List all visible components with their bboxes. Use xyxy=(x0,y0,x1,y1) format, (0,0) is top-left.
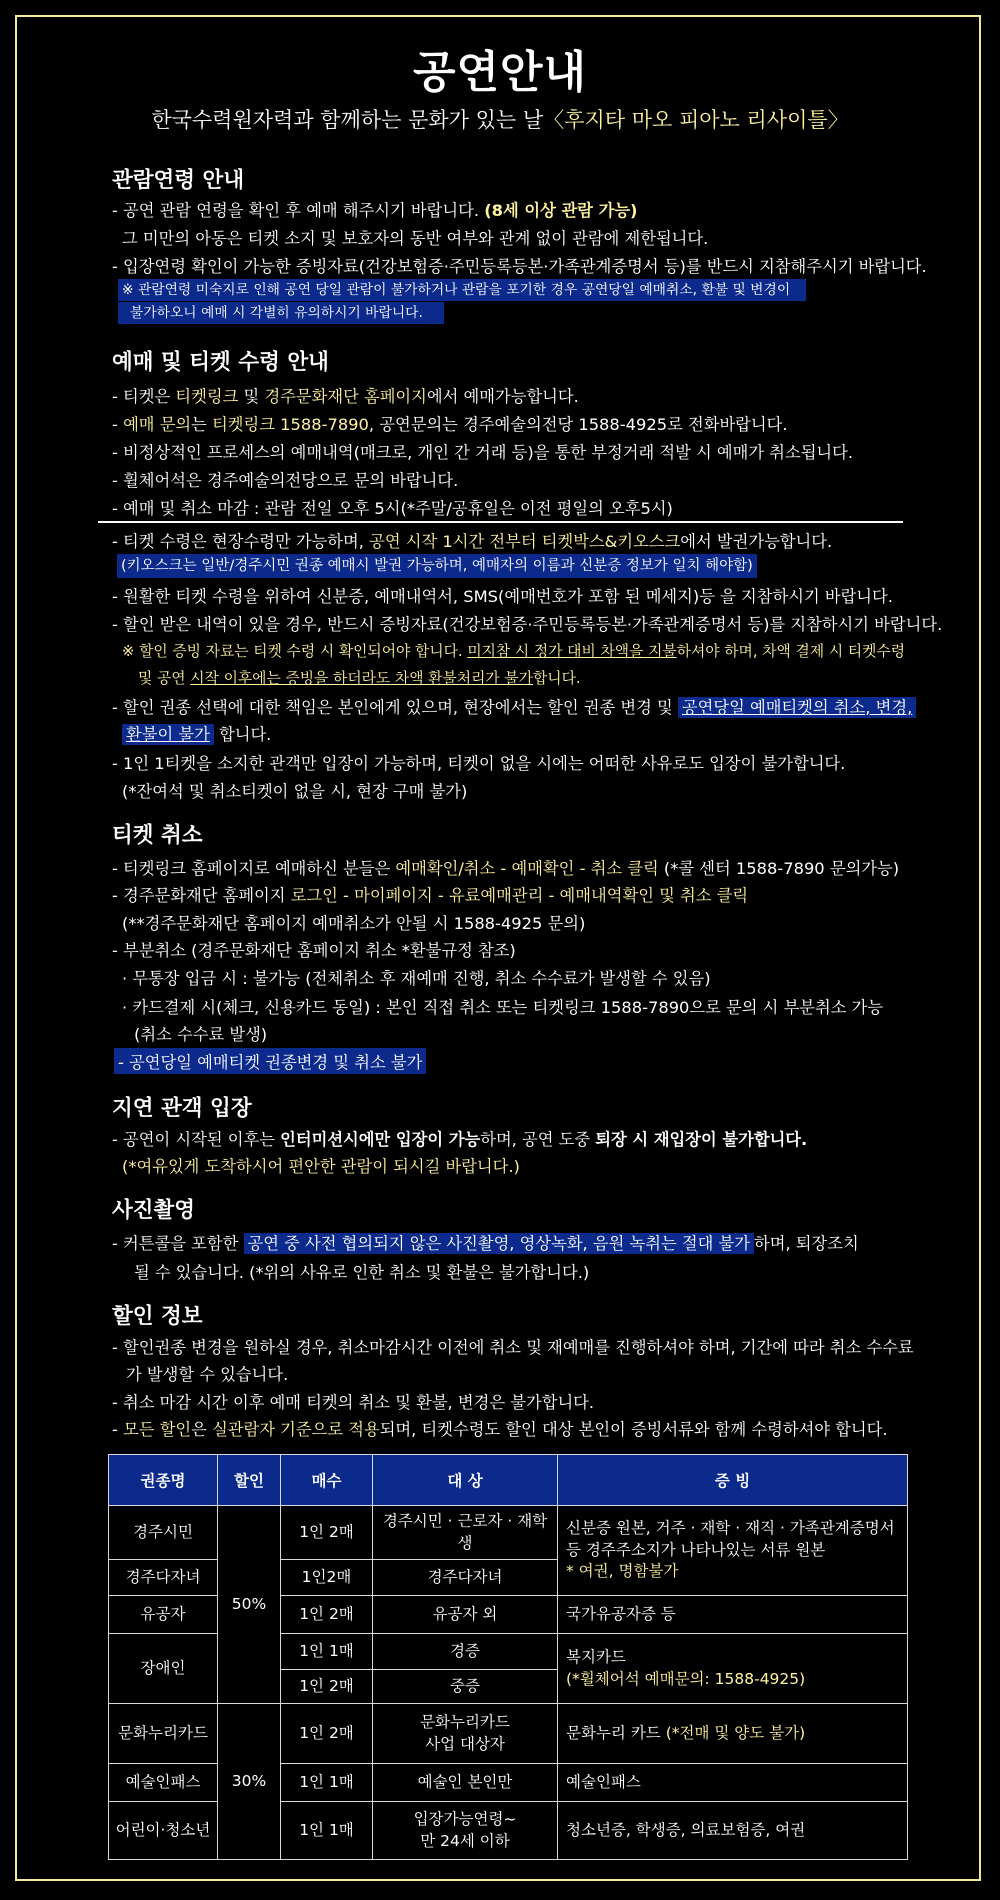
age-line-1: - 공연 관람 연령을 확인 후 예매 해주시기 바랍니다. (8세 이상 관람 가능) xyxy=(112,201,638,220)
cell-qty: 1인 1매 xyxy=(281,1634,373,1670)
cell-name: 경주시민 xyxy=(109,1506,218,1560)
cell-qty: 1인 1매 xyxy=(281,1764,373,1802)
booking-line-2: - 예매 문의는 티켓링크 1588-7890, 공연문의는 경주예술의전당 1588-4925로 전화바랍니다. xyxy=(112,415,788,434)
cell-name: 문화누리카드 xyxy=(109,1704,218,1764)
cell-target: 중증 xyxy=(373,1670,558,1704)
booking-line-10: - 할인 권종 선택에 대한 책임은 본인에게 있으며, 현장에서는 할인 권종 변경 및 공연당일 예매티켓의 취소, 변경, xyxy=(112,694,916,718)
age-note-2: 불가하오니 예매 시 각별히 유의하시기 바랍니다. xyxy=(118,302,444,324)
cell-target: 경증 xyxy=(373,1634,558,1670)
late-line-1: - 공연이 시작된 이후는 인터미션시에만 입장이 가능하며, 공연 도중 퇴장 시 재입장이 불가합니다. xyxy=(112,1130,808,1149)
photo-line-2: 될 수 있습니다. (*위의 사유로 인한 취소 및 환불은 불가합니다.) xyxy=(134,1263,590,1282)
cell-proof: 문화누리 카드 (*전매 및 양도 불가) xyxy=(558,1704,908,1764)
header-target: 대 상 xyxy=(373,1455,558,1506)
section-divider xyxy=(98,521,903,523)
page-subtitle: 한국수력원자력과 함께하는 문화가 있는 날〈후지타 마오 피아노 리사이틀〉 xyxy=(151,108,849,132)
page-title: 공연안내 xyxy=(412,47,587,98)
cell-target: 경주다자녀 xyxy=(373,1560,558,1596)
discount-line-4: - 모든 할인은 실관람자 기준으로 적용되며, 티켓수령도 할인 대상 본인이 증빙서류와 함께 수령하셔야 합니다. xyxy=(112,1420,888,1439)
cancel-line-1: - 티켓링크 홈페이지로 예매하신 분들은 예매확인/취소 - 예매확인 - 취소 클릭 (*콜 센터 1588-7890 문의가능) xyxy=(112,859,900,878)
booking-line-1: - 티켓은 티켓링크 및 경주문화재단 홈페이지에서 예매가능합니다. xyxy=(112,387,579,406)
booking-line-7: (키오스크는 일반/경주시민 권종 예매시 발권 가능하며, 예매자의 이름과 신분증 정보가 일치 해야함) xyxy=(117,554,757,578)
discount-table xyxy=(108,1454,908,1860)
cell-proof: 국가유공자증 등 xyxy=(558,1596,908,1634)
cell-target: 입장가능연령~ 만 24세 이하 xyxy=(373,1802,558,1860)
booking-line-3: - 비정상적인 프로세스의 예매내역(매크로, 개인 간 거래 등)을 통한 부정거래 적발 시 예매가 취소됩니다. xyxy=(112,443,854,462)
photo-heading: 사진촬영 xyxy=(112,1198,196,1223)
cell-qty: 1인 2매 xyxy=(281,1506,373,1560)
cancel-line-6: · 카드결제 시(체크, 신용카드 동일) : 본인 직접 취소 또는 티켓링크 1588-7890으로 문의 시 부분취소 가능 xyxy=(122,998,884,1017)
booking-line-9: - 할인 받은 내역이 있을 경우, 반드시 증빙자료(건강보험증·주민등록등본·가족관계증명서 등)를 지참하시기 바랍니다. xyxy=(112,615,943,634)
cell-qty: 1인2매 xyxy=(281,1560,373,1596)
cancel-line-3: (**경주문화재단 홈페이지 예매취소가 안될 시 1588-4925 문의) xyxy=(122,914,586,933)
cell-name: 어린이·청소년 xyxy=(109,1802,218,1860)
booking-line-4: - 휠체어석은 경주예술의전당으로 문의 바랍니다. xyxy=(112,471,459,490)
cell-proof: 청소년증, 학생증, 의료보험증, 여권 xyxy=(558,1802,908,1860)
cell-qty: 1인 2매 xyxy=(281,1670,373,1704)
cell-discount-50: 50% xyxy=(218,1506,281,1704)
cell-qty: 1인 2매 xyxy=(281,1704,373,1764)
cell-target: 경주시민 · 근로자 · 재학생 xyxy=(373,1506,558,1560)
booking-note-2: 및 공연 시작 이후에는 증빙을 하더라도 차액 환불처리가 불가합니다. xyxy=(138,670,581,687)
age-line-2: 그 미만의 아동은 티켓 소지 및 보호자의 동반 여부와 관계 없이 관람에 제한됩니다. xyxy=(122,229,709,248)
cell-target: 유공자 외 xyxy=(373,1596,558,1634)
age-note-1: ※ 관람연령 미숙지로 인해 공연 당일 관람이 불가하거나 관람을 포기한 경우 공연당일 예매취소, 환불 및 변경이 xyxy=(118,279,806,301)
discount-heading: 할인 정보 xyxy=(112,1304,203,1329)
cancel-heading: 티켓 취소 xyxy=(112,823,203,848)
age-line-3: - 입장연령 확인이 가능한 증빙자료(건강보험증·주민등록등본·가족관계증명서 등)를 반드시 지참해주시기 바랍니다. xyxy=(112,257,927,276)
header-proof: 증 빙 xyxy=(558,1455,908,1506)
cancel-line-8: - 공연당일 예매티켓 권종변경 및 취소 불가 xyxy=(114,1048,426,1074)
photo-line-1: - 커튼콜을 포함한 공연 중 사전 협의되지 않은 사진촬영, 영상녹화, 음원 녹취는 절대 불가 하며, 퇴장조치 xyxy=(112,1234,859,1253)
booking-line-5: - 예매 및 취소 마감 : 관람 전일 오후 5시(*주말/공휴일은 이전 평일의 오후5시) xyxy=(112,499,673,518)
cell-qty: 1인 2매 xyxy=(281,1596,373,1634)
late-line-2: (*여유있게 도착하시어 편안한 관람이 되시길 바랍니다.) xyxy=(122,1157,520,1176)
cell-name: 장애인 xyxy=(109,1634,218,1704)
discount-line-3: - 취소 마감 시간 이후 예매 티켓의 취소 및 환불, 변경은 불가합니다. xyxy=(112,1393,595,1412)
cancel-line-5: · 무통장 입금 시 : 불가능 (전체취소 후 재예매 진행, 취소 수수료가 발생할 수 있음) xyxy=(122,969,711,988)
table-header-row xyxy=(109,1455,908,1506)
booking-note-1: ※ 할인 증빙 자료는 티켓 수령 시 확인되어야 합니다. 미지참 시 정가 대비 차액을 지불하셔야 하며, 차액 결제 시 티켓수령 xyxy=(122,643,905,660)
cell-discount-30: 30% xyxy=(218,1704,281,1860)
table-row xyxy=(109,1506,908,1560)
discount-line-2: 가 발생할 수 있습니다. xyxy=(126,1365,289,1384)
cancel-line-7: (취소 수수료 발생) xyxy=(134,1025,268,1044)
cell-proof: 신분증 원본, 거주 · 재학 · 재직 · 가족관계증명서 등 경주주소지가 나타나있는 서류 원본 * 여권, 명함불가 xyxy=(558,1506,908,1596)
cell-proof: 예술인패스 xyxy=(558,1764,908,1802)
cell-qty: 1인 1매 xyxy=(281,1802,373,1860)
cell-name: 예술인패스 xyxy=(109,1764,218,1802)
booking-line-13: (*잔여석 및 취소티켓이 없을 시, 현장 구매 불가) xyxy=(122,782,468,801)
cancel-line-2: - 경주문화재단 홈페이지 로그인 - 마이페이지 - 유료예매관리 - 예매내역확인 및 취소 클릭 xyxy=(112,886,749,905)
cell-proof: 복지카드 (*휠체어석 예매문의: 1588-4925) xyxy=(558,1634,908,1704)
table-row xyxy=(109,1704,908,1764)
discount-line-1: - 할인권종 변경을 원하실 경우, 취소마감시간 이전에 취소 및 재예매를 진행하셔야 하며, 기간에 따라 취소 수수료 xyxy=(112,1338,914,1357)
header-quantity: 매수 xyxy=(281,1455,373,1506)
header-discount: 할인 xyxy=(218,1455,281,1506)
booking-line-6: - 티켓 수령은 현장수령만 가능하며, 공연 시작 1시간 전부터 티켓박스&키오스크에서 발권가능합니다. xyxy=(112,532,833,551)
cell-name: 경주다자녀 xyxy=(109,1560,218,1596)
cell-target: 예술인 본인만 xyxy=(373,1764,558,1802)
booking-heading: 예매 및 티켓 수령 안내 xyxy=(112,350,329,375)
booking-line-11: 환불이 불가 합니다. xyxy=(122,721,271,745)
late-heading: 지연 관객 입장 xyxy=(112,1096,252,1121)
cancel-line-4: - 부분취소 (경주문화재단 홈페이지 취소 *환불규정 참조) xyxy=(112,941,516,960)
header-ticket-type: 권종명 xyxy=(109,1455,218,1506)
age-heading: 관람연령 안내 xyxy=(112,168,245,193)
cell-name: 유공자 xyxy=(109,1596,218,1634)
booking-line-12: - 1인 1티켓을 소지한 관객만 입장이 가능하며, 티켓이 없을 시에는 어떠한 사유로도 입장이 불가합니다. xyxy=(112,754,846,773)
booking-line-8: - 원활한 티켓 수령을 위하여 신분증, 예매내역서, SMS(예매번호가 포함 된 메세지)등 을 지참하시기 바랍니다. xyxy=(112,587,893,606)
cell-target: 문화누리카드 사업 대상자 xyxy=(373,1704,558,1764)
